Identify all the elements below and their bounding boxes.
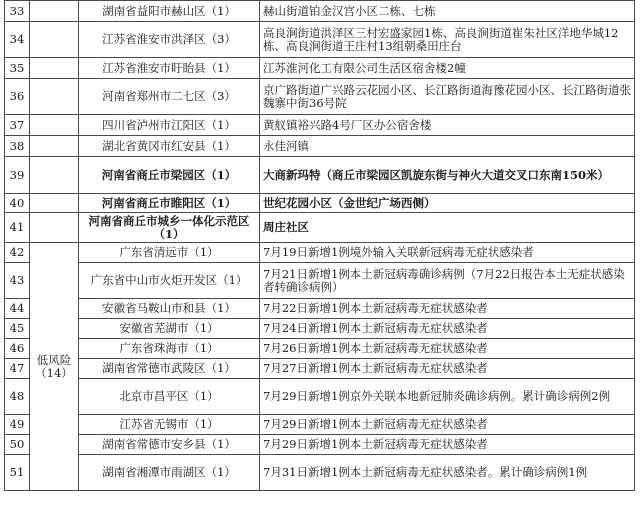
- detail-cell: 京广路街道广兴路云花园小区、长江路街道海豫花园小区、长江路街道张魏寨中街36号院: [260, 79, 635, 115]
- detail-cell: 7月31日新增1例本土新冠病毒无症状感染者。累计确诊病例1例: [260, 455, 635, 491]
- row-number: 48: [5, 379, 30, 415]
- risk-area-table: [4, 0, 635, 491]
- table-row: [5, 1, 635, 22]
- row-number: 47: [5, 359, 30, 379]
- row-number: 35: [5, 58, 30, 79]
- detail-cell: 江苏淮河化工有限公司生活区宿舍楼2幢: [260, 58, 635, 79]
- row-number: 34: [5, 22, 30, 58]
- region-cell: 河南省商丘市睢阳区（1）: [79, 194, 260, 213]
- row-number: 43: [5, 263, 30, 299]
- detail-cell: 永佳河镇: [260, 136, 635, 157]
- table-row: [5, 339, 635, 359]
- table-row: [5, 79, 635, 115]
- table-row: [5, 213, 635, 243]
- row-number: 39: [5, 157, 30, 194]
- row-number: 41: [5, 213, 30, 243]
- table-row: [5, 115, 635, 136]
- table-row: [5, 263, 635, 299]
- category-cell: [30, 157, 79, 194]
- detail-cell: 7月29日新增1例本土新冠病毒无症状感染者: [260, 415, 635, 435]
- region-cell: 江苏省淮安市洪泽区（3）: [79, 22, 260, 58]
- region-cell: 湖南省常德市武陵区（1）: [79, 359, 260, 379]
- table-row: [5, 299, 635, 319]
- region-cell: 江苏省淮安市盱眙县（1）: [79, 58, 260, 79]
- detail-cell: 7月22日新增1例本土新冠病毒无症状感染者: [260, 299, 635, 319]
- region-cell: 湖南省湘潭市雨湖区（1）: [79, 455, 260, 491]
- category-cell: [30, 22, 79, 58]
- detail-cell: 世纪花园小区（金世纪广场西侧）: [260, 194, 635, 213]
- table-row: [5, 319, 635, 339]
- detail-cell: 7月24日新增1例本土新冠病毒无症状感染者: [260, 319, 635, 339]
- table-row: [5, 379, 635, 415]
- category-cell: [30, 58, 79, 79]
- row-number: 49: [5, 415, 30, 435]
- table-row: [5, 22, 635, 58]
- detail-cell: 7月26日新增1例本土新冠病毒无症状感染者: [260, 339, 635, 359]
- row-number: 36: [5, 79, 30, 115]
- detail-cell: 7月21日新增1例本土新冠病毒确诊病例（7月22日报告本土无症状感染者转确诊病例）: [260, 263, 635, 299]
- row-number: 33: [5, 1, 30, 22]
- category-cell: [30, 213, 79, 243]
- region-cell: 河南省郑州市二七区（3）: [79, 79, 260, 115]
- region-cell: 安徽省芜湖市（1）: [79, 319, 260, 339]
- category-cell: [30, 115, 79, 136]
- table-row: [5, 194, 635, 213]
- detail-cell: 黄舣镇裕兴路4号厂区办公宿舍楼: [260, 115, 635, 136]
- table-row: [5, 136, 635, 157]
- region-cell: 安徽省马鞍山市和县（1）: [79, 299, 260, 319]
- table-row: [5, 359, 635, 379]
- detail-cell: 7月29日新增1例本土新冠病毒无症状感染者: [260, 435, 635, 455]
- detail-cell: 赫山街道铂金汉宫小区二栋、七栋: [260, 1, 635, 22]
- detail-cell: 7月29日新增1例京外关联本地新冠肺炎确诊病例。累计确诊病例2例: [260, 379, 635, 415]
- region-cell: 湖南省常德市安乡县（1）: [79, 435, 260, 455]
- row-number: 45: [5, 319, 30, 339]
- region-cell: 河南省商丘市城乡一体化示范区（1）: [79, 213, 260, 243]
- detail-cell: 大商新玛特（商丘市梁园区凯旋东街与神火大道交叉口东南150米）: [260, 157, 635, 194]
- row-number: 37: [5, 115, 30, 136]
- detail-cell: 高良涧街道洪泽区三村宏盛家园1栋、高良涧街道崔朱社区洋地华城12栋、高良涧街道王庄村13组朝桑田庄台: [260, 22, 635, 58]
- region-cell: 广东省中山市火炬开发区（1）: [79, 263, 260, 299]
- table-row: [5, 415, 635, 435]
- detail-cell: 周庄社区: [260, 213, 635, 243]
- region-cell: 四川省泸州市江阳区（1）: [79, 115, 260, 136]
- category-cell: [30, 194, 79, 213]
- category-count: （14）: [35, 365, 73, 380]
- table-row: [5, 243, 635, 263]
- region-cell: 河南省商丘市梁园区（1）: [79, 157, 260, 194]
- row-number: 46: [5, 339, 30, 359]
- category-low-risk: [30, 243, 79, 491]
- region-cell: 北京市昌平区（1）: [79, 379, 260, 415]
- table-row: [5, 157, 635, 194]
- category-cell: [30, 136, 79, 157]
- table-row: [5, 455, 635, 491]
- row-number: 51: [5, 455, 30, 491]
- category-cell: [30, 1, 79, 22]
- region-cell: 广东省珠海市（1）: [79, 339, 260, 359]
- table-body: [5, 1, 635, 491]
- detail-cell: 7月19日新增1例境外输入关联新冠病毒无症状感染者: [260, 243, 635, 263]
- detail-cell: 7月27日新增1例本土新冠病毒无症状感染者: [260, 359, 635, 379]
- table-row: [5, 58, 635, 79]
- row-number: 44: [5, 299, 30, 319]
- category-cell: [30, 79, 79, 115]
- region-cell: 江苏省无锡市（1）: [79, 415, 260, 435]
- region-cell: 湖北省黄冈市红安县（1）: [79, 136, 260, 157]
- row-number: 38: [5, 136, 30, 157]
- row-number: 40: [5, 194, 30, 213]
- row-number: 42: [5, 243, 30, 263]
- row-number: 50: [5, 435, 30, 455]
- table-row: [5, 435, 635, 455]
- region-cell: 湖南省益阳市赫山区（1）: [79, 1, 260, 22]
- region-cell: 广东省清远市（1）: [79, 243, 260, 263]
- category-label: 低风险: [36, 352, 72, 367]
